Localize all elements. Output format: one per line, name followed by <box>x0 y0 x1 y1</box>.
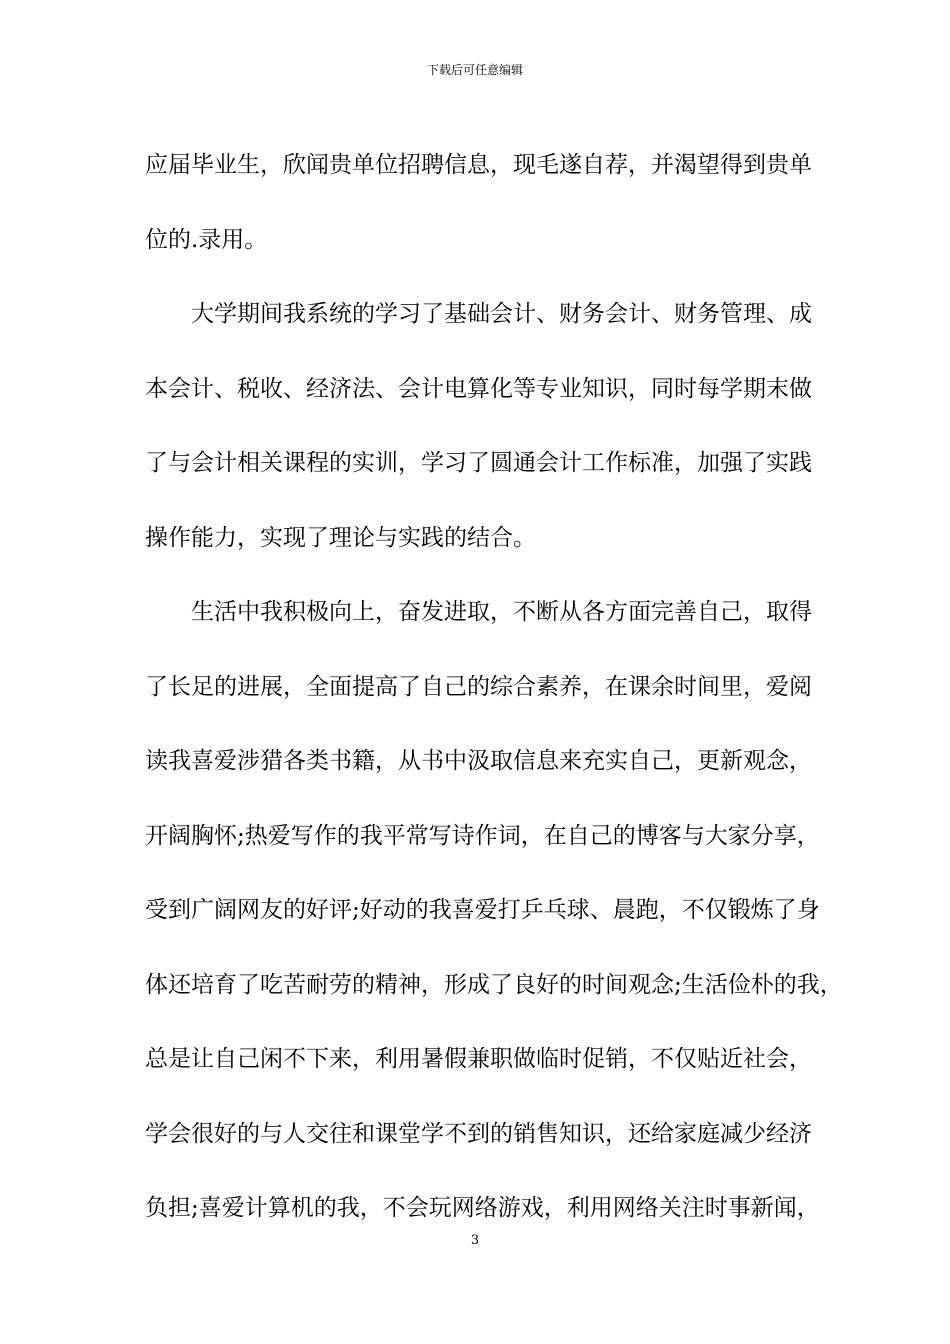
page-number: 3 <box>470 1233 480 1248</box>
paragraph-line: 位的.录用。 <box>145 226 268 253</box>
paragraph-line: 生活中我积极向上，奋发进取，不断从各方面完善自己，取得 <box>191 599 812 625</box>
paragraph-line: 体还培育了吃苦耐劳的精神，形成了良好的时间观念;生活俭朴的我， <box>145 971 843 998</box>
document-body <box>145 128 843 1246</box>
paragraph-line: 学会很好的与人交往和课堂学不到的销售知识，还给家庭减少经济 <box>145 1120 812 1147</box>
paragraph-line: 开阔胸怀;热爱写作的我平常写诗作词，在自己的博客与大家分享， <box>145 822 820 849</box>
paragraph-line: 了与会计相关课程的实训，学习了圆通会计工作标准，加强了实践 <box>145 450 812 476</box>
paragraph-line: 应届毕业生，欣闻贵单位招聘信息，现毛遂自荐，并渴望得到贵单 <box>145 152 812 178</box>
page-header: 下载后可任意编辑 <box>426 63 523 77</box>
paragraph-line: 负担;喜爱计算机的我，不会玩网络游戏，利用网络关注时事新闻， <box>145 1195 820 1221</box>
paragraph-line: 总是让自己闲不下来，利用暑假兼职做临时促销，不仅贴近社会， <box>145 1046 812 1072</box>
paragraph-line: 操作能力，实现了理论与实践的结合。 <box>145 524 536 551</box>
paragraph-line: 大学期间我系统的学习了基础会计、财务会计、财务管理、成 <box>191 301 812 327</box>
paragraph-line: 受到广阔网友的好评;好动的我喜爱打乒乓球、晨跑，不仅锻炼了身 <box>145 897 820 923</box>
paragraph-line: 读我喜爱涉猎各类书籍，从书中汲取信息来充实自己，更新观念， <box>145 748 812 774</box>
paragraph-line: 了长足的进展，全面提高了自己的综合素养，在课余时间里，爱阅 <box>145 673 812 700</box>
paragraph-line: 本会计、税收、经济法、会计电算化等专业知识，同时每学期末做 <box>145 375 812 402</box>
